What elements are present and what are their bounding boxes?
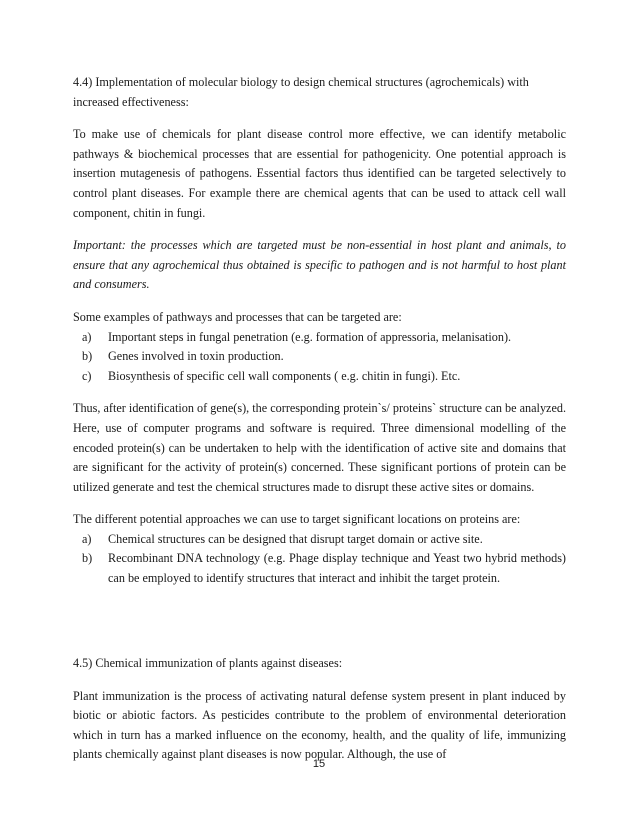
- paragraph-plant-immunization: Plant immunization is the process of activating natural defense system present in plant induced by biotic or abiotic factors. As pesticides contribute to the problem of environmental deterioration which in turn has a marked influence on the economy, health, and the quality of life, immunizing plants chemically against plant diseases is now popular. Although, the use of: [73, 688, 566, 762]
- list-item: [82, 530, 566, 550]
- page-number: 15: [312, 758, 326, 770]
- examples-intro: Some examples of pathways and processes that can be targeted are:: [73, 309, 402, 324]
- list-item-text: Chemical structures can be designed that disrupt target domain or active site.: [108, 531, 483, 546]
- important-note: Important: the processes which are targeted must be non-essential in host plant and animals, to ensure that any agrochemical thus obtained is specific to pathogen and is not harmful to host plant and consumers.: [73, 238, 566, 292]
- list-item-text: Biosynthesis of specific cell wall components ( e.g. chitin in fungi). Etc.: [108, 368, 461, 383]
- list-marker: a): [82, 531, 92, 546]
- paragraph-protein-analysis: Thus, after identification of gene(s), the corresponding protein`s/ proteins` structure can be analyzed. Here, use of computer programs and software is required. Three dimensional modelling of the encoded protein(s) can be undertaken to help with the identification of active site and domains that are significant for the activity of protein(s) concerned. These significant portions of protein can be utilized generate and test the chemical structures made to disrupt these active sites or domains.: [73, 401, 566, 494]
- approaches-intro: The different potential approaches we can use to target significant locations on proteins are:: [73, 512, 521, 527]
- list-item: [82, 549, 566, 588]
- list-marker: c): [82, 368, 92, 383]
- list-item: [82, 328, 566, 348]
- list-item-text: Genes involved in toxin production.: [108, 349, 284, 364]
- page-body: [73, 73, 566, 762]
- list-item: [82, 347, 566, 367]
- section-heading-4-5: 4.5) Chemical immunization of plants against diseases:: [73, 656, 343, 670]
- list-marker: b): [82, 551, 93, 566]
- section-4-5: [73, 654, 566, 765]
- list-item-text: Recombinant DNA technology (e.g. Phage display technique and Yeast two hybrid methods) can be employed to identify structures that interact and inhibit the target protein.: [108, 551, 566, 586]
- list-item-text: Important steps in fungal penetration (e.g. formation of appressoria, melanisation).: [108, 329, 512, 344]
- section-heading-4-4: 4.4) Implementation of molecular biology to design chemical structures (agrochemicals) with increased effectiveness:: [73, 75, 529, 109]
- list-marker: b): [82, 349, 93, 364]
- examples-list: [73, 328, 566, 387]
- list-item: [82, 367, 566, 387]
- approaches-list: [73, 530, 566, 589]
- paragraph-metabolic-pathways: To make use of chemicals for plant disease control more effective, we can identify metabolic pathways & biochemical processes that are essential for pathogenicity. One potential approach is insertion mutagenesis of pathogens. Essential factors thus identified can be targeted selectively to control plant diseases. For example there are chemical agents that can be used to attack cell wall component, chitin in fungi.: [73, 127, 566, 220]
- list-marker: a): [82, 329, 92, 344]
